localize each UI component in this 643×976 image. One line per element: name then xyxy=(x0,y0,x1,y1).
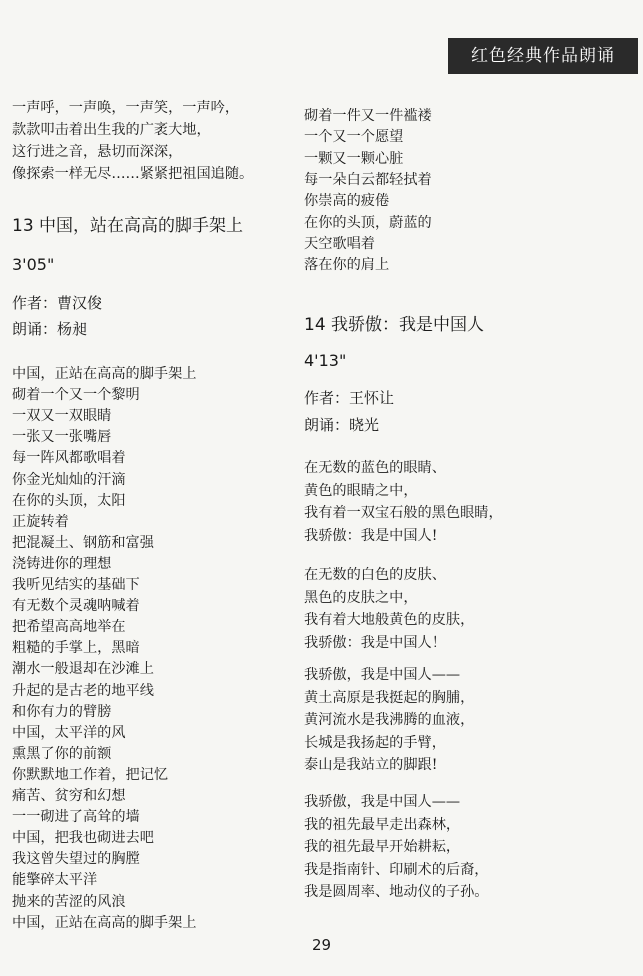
page-number: 29 xyxy=(311,936,332,954)
poem-line: 在你的头顶，蔚蓝的 xyxy=(304,215,432,231)
poem-line: 浇铸进你的理想 xyxy=(12,556,112,572)
poem-line: 我骄傲：我是中国人! xyxy=(304,528,438,544)
poem-line: 黄土高原是我挺起的胸脯， xyxy=(304,690,475,706)
poem-line: 一个又一个愿望 xyxy=(304,129,404,145)
intro-line: 一声呼，一声唤，一声笑，一声吟， xyxy=(12,100,240,116)
poem-line: 一张又一张嘴唇 xyxy=(12,429,112,445)
poem-author: 作者：王怀让 xyxy=(304,389,395,407)
poem-line: 和你有力的臂膀 xyxy=(12,704,112,720)
poem-line: 我是指南针、印刷术的后裔， xyxy=(304,862,489,878)
poem-author: 作者：曹汉俊 xyxy=(12,294,103,312)
poem-line: 你金光灿灿的汗滴 xyxy=(12,472,126,488)
poem-line: 黄色的眼睛之中， xyxy=(304,483,418,499)
poem-line: 黑色的皮肤之中， xyxy=(304,590,418,606)
poem-line: 长城是我扬起的手臂， xyxy=(304,735,446,751)
poem-line: 潮水一般退却在沙滩上 xyxy=(12,661,154,677)
poem-line: 把希望高高地举在 xyxy=(12,619,126,635)
poem-line: 每一阵风都歌唱着 xyxy=(12,450,126,466)
poem-line: 我骄傲，我是中国人—— xyxy=(304,667,461,683)
poem-line: 你默默地工作着，把记忆 xyxy=(12,767,169,783)
poem-line: 我的祖先最早走出森林， xyxy=(304,817,461,833)
poem-line: 我这曾失望过的胸膛 xyxy=(12,851,140,867)
poem-line: 一双又一双眼睛 xyxy=(12,408,112,424)
poem-line: 我骄傲：我是中国人！ xyxy=(304,635,446,651)
poem-line: 一一砌进了高耸的墙 xyxy=(12,809,140,825)
intro-line: 这行进之音，悬切而深深， xyxy=(12,144,183,160)
poem-line: 砌着一个又一个黎明 xyxy=(12,387,140,403)
poem-line: 我骄傲，我是中国人—— xyxy=(304,794,461,810)
poem-duration: 3'05" xyxy=(12,255,55,274)
poem-line: 砌着一件又一件褴褛 xyxy=(304,108,432,124)
poem-line: 黄河流水是我沸腾的血液， xyxy=(304,712,475,728)
poem-line: 泰山是我站立的脚跟! xyxy=(304,757,438,773)
section-header: 红色经典作品朗诵 xyxy=(448,38,638,74)
poem-line: 抛来的苦涩的风浪 xyxy=(12,894,126,910)
poem-line: 中国，把我也砌进去吧 xyxy=(12,830,154,846)
poem-line: 我有着一双宝石般的黑色眼睛， xyxy=(304,505,503,521)
poem-line: 粗糙的手掌上，黑暗 xyxy=(12,640,140,656)
poem-line: 中国，太平洋的风 xyxy=(12,725,126,741)
poem-line: 能擎碎太平洋 xyxy=(12,872,98,888)
poem-line: 在无数的蓝色的眼睛、 xyxy=(304,460,446,476)
poem-title: 14 我骄傲：我是中国人 xyxy=(304,315,485,335)
poem-line: 我的祖先最早开始耕耘， xyxy=(304,839,461,855)
poem-duration: 4'13" xyxy=(304,351,347,370)
poem-line: 升起的是古老的地平线 xyxy=(12,683,154,699)
poem-line: 一颗又一颗心脏 xyxy=(304,151,404,167)
poem-line: 正旋转着 xyxy=(12,514,69,530)
poem-line: 我是圆周率、地动仪的子孙。 xyxy=(304,884,489,900)
poem-line: 把混凝土、钢筋和富强 xyxy=(12,535,154,551)
poem-title: 13 中国，站在高高的脚手架上 xyxy=(12,216,244,236)
poem-line: 痛苦、贫穷和幻想 xyxy=(12,788,126,804)
poem-line: 你崇高的疲倦 xyxy=(304,193,390,209)
poem-line: 落在你的肩上 xyxy=(304,257,390,273)
poem-line: 天空歌唱着 xyxy=(304,236,375,252)
poem-line: 我有着大地般黄色的皮肤， xyxy=(304,612,475,628)
poem-reader: 朗诵：晓光 xyxy=(304,416,380,434)
poem-reader: 朗诵：杨昶 xyxy=(12,320,88,338)
poem-line: 有无数个灵魂呐喊着 xyxy=(12,598,140,614)
poem-line: 中国，正站在高高的脚手架上 xyxy=(12,915,197,931)
poem-line: 中国，正站在高高的脚手架上 xyxy=(12,366,197,382)
intro-line: 款款叩击着出生我的广袤大地， xyxy=(12,122,211,138)
poem-line: 每一朵白云都轻拭着 xyxy=(304,172,432,188)
poem-line: 在你的头顶，太阳 xyxy=(12,493,126,509)
intro-line: 像探索一样无尽……紧紧把祖国追随。 xyxy=(12,166,254,182)
poem-line: 在无数的白色的皮肤、 xyxy=(304,567,446,583)
poem-line: 我听见结实的基础下 xyxy=(12,577,140,593)
poem-line: 熏黑了你的前额 xyxy=(12,746,112,762)
